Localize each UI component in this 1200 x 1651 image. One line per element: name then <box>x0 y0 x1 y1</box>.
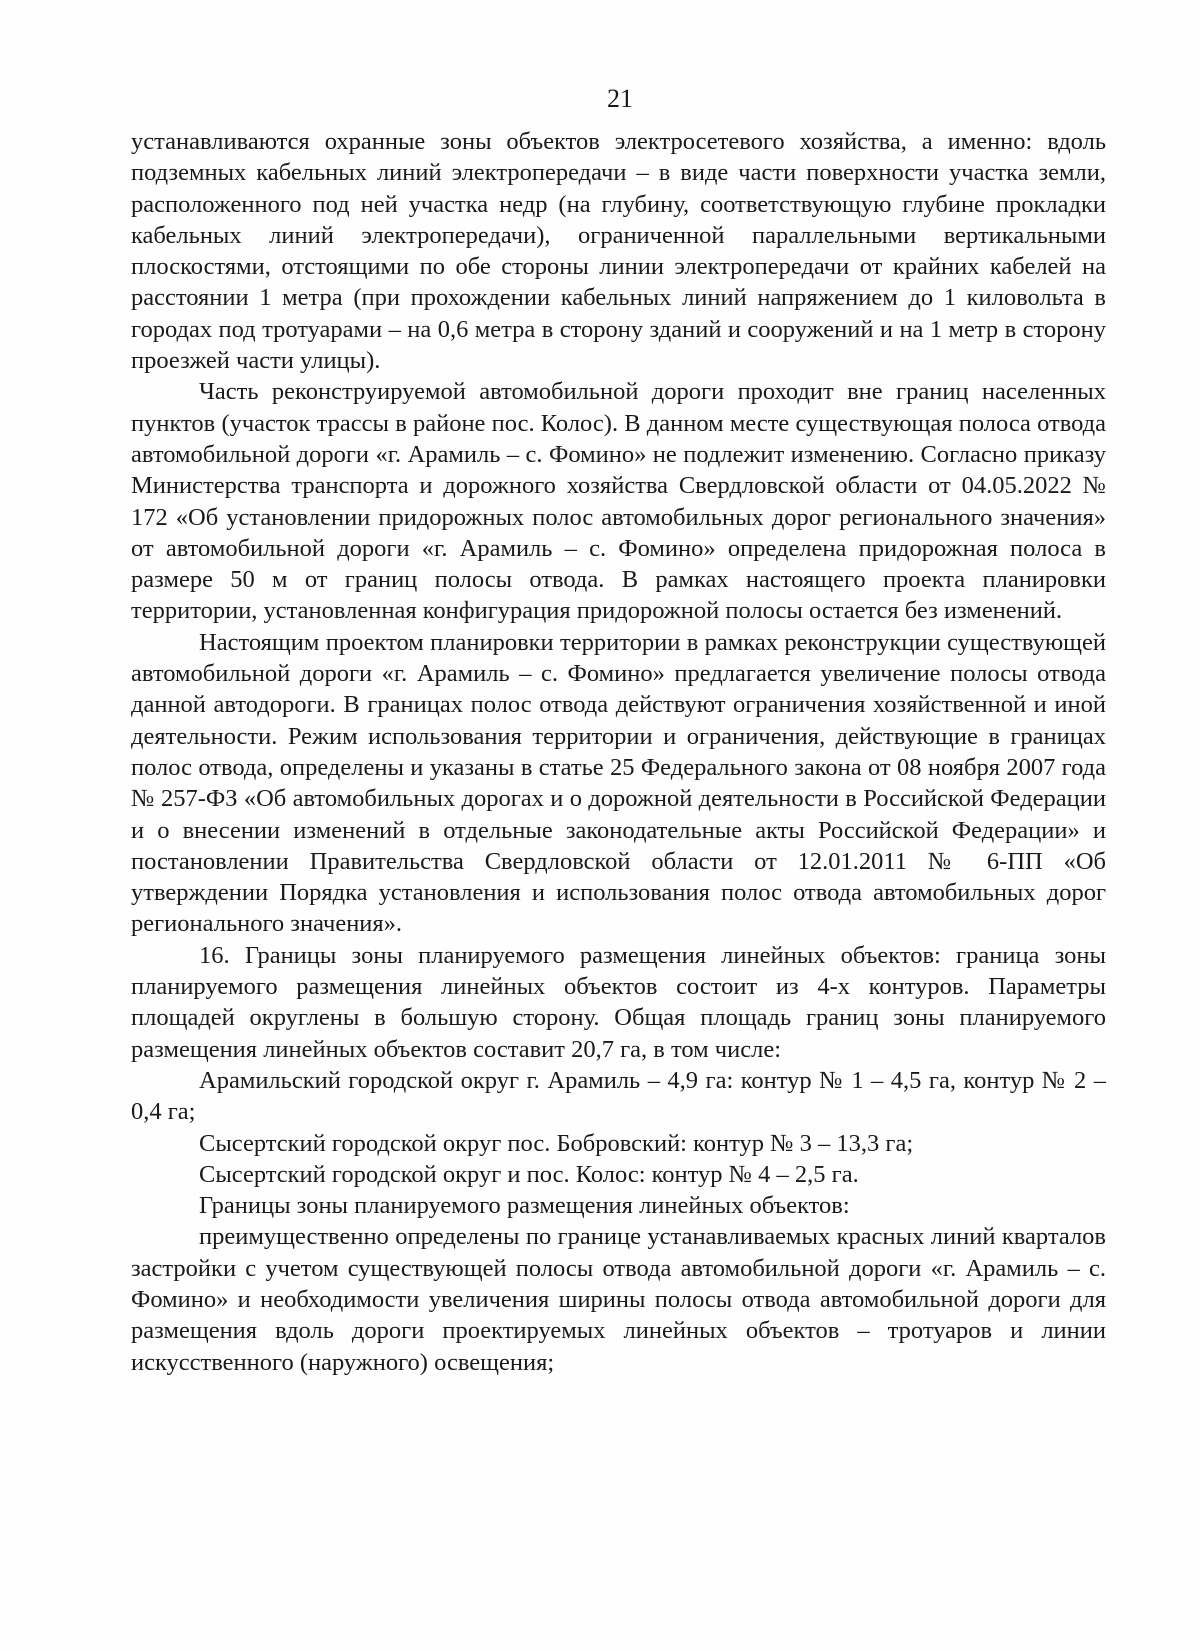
paragraph-right-of-way: Настоящим проектом планировки территории в рамках реконструкции существующей автомобильной дороги «г. Арамиль – с. Фомино» предлагается увеличение полосы отвода данной автодороги. В границах полос отвода действуют ограничения хозяйственной и иной деятельности. Режим использования территории и ограничения, действующие в границах полос отвода, определены и указаны в статье 25 Федерального закона от 08 ноября 2007 года № 257-ФЗ «Об автомобильных дорогах и о дорожной деятельности в Российской Федерации и о внесении изменений в отдельные законодательные акты Российской Федерации» и постановлении Правительства Свердловской области от 12.01.2011 № 6-ПП «Об утверждении Порядка установления и использования полос отвода автомобильных дорог регионального значения». <box>131 628 1106 938</box>
paragraph-boundaries-definition: преимущественно определены по границе устанавливаемых красных линий кварталов застройки с учетом существующей полосы отвода автомобильной дороги «г. Арамиль – с. Фомино» и необходимости увеличения ширины полосы отвода автомобильной дороги для размещения вдоль дороги проектируемых линейных объектов – тротуаров и линии искусственного (наружного) освещения; <box>131 1223 1106 1376</box>
paragraph-protection-zones: устанавливаются охранные зоны объектов электросетевого хозяйства, а именно: вдоль подземных кабельных линий электропередачи – в виде части поверхности участка земли, расположенного под ней участка недр (на глубину, соответствующую глубине прокладки кабельных линий электропередачи), ограниченной параллельными вертикальными плоскостями, отстоящими по обе стороны линии электропередачи от крайних кабелей на расстоянии 1 метра (при прохождении кабельных линий напряжением до 1 киловольта в городах под тротуарами – на 0,6 метра в сторону зданий и сооружений и на 1 метр в сторону проезжей части улицы). <box>131 128 1106 375</box>
document-body <box>131 126 1106 1378</box>
paragraph-roadside-strip: Часть реконструируемой автомобильной дороги проходит вне границ населенных пунктов (участок трассы в районе пос. Колос). В данном месте существующая полоса отвода автомобильной дороги «г. Арамиль – с. Фомино» не подлежит изменению. Согласно приказу Министерства транспорта и дорожного хозяйства Свердловской области от 04.05.2022 № 172 «Об установлении придорожных полос автомобильных дорог регионального значения» от автомобильной дороги «г. Арамиль – с. Фомино» определена придорожная полоса в размере 50 м от границ полосы отвода. В рамках настоящего проекта планировки территории, установленная конфигурация придорожной полосы остается без изменений. <box>131 378 1106 625</box>
paragraph-zone-boundaries: 16. Границы зоны планируемого размещения линейных объектов: граница зоны планируемого размещения линейных объектов состоит из 4-х контуров. Параметры площадей округлены в большую сторону. Общая площадь границ зоны планируемого размещения линейных объектов составит 20,7 га, в том числе: <box>131 941 1106 1063</box>
paragraph-boundaries-heading: Границы зоны планируемого размещения линейных объектов: <box>199 1192 850 1220</box>
page-number: 21 <box>607 84 633 113</box>
list-item-kolos: Сысертский городской округ и пос. Колос: контур № 4 – 2,5 га. <box>199 1160 859 1188</box>
list-item-bobrovsky: Сысертский городской округ пос. Бобровский: контур № 3 – 13,3 га; <box>199 1129 914 1157</box>
list-item-aramil: Арамильский городской округ г. Арамиль – 4,9 га: контур № 1 – 4,5 га, контур № 2 – 0,4 га; <box>131 1066 1106 1126</box>
